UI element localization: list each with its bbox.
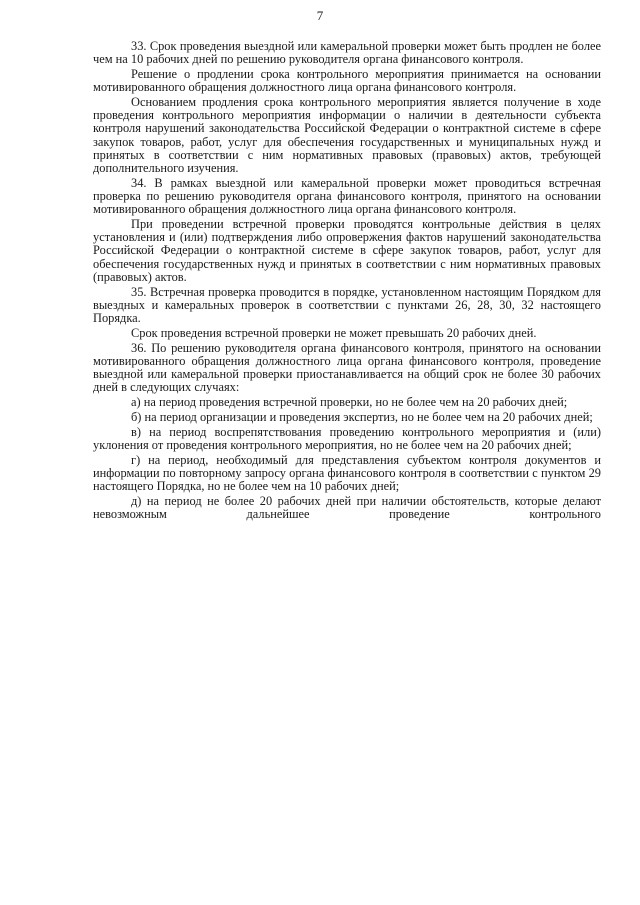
document-body — [93, 40, 601, 523]
list-item-g: г) на период, необходимый для представления субъектом контроля документов и информации по повторному запросу органа финансового контроля в соответствии с пунктом 29 настоящего Порядка, но не более чем на 10 рабочих дней; — [93, 452, 601, 494]
paragraph-36: 36. По решению руководителя органа финансового контроля, принятого на основании мотивированного обращения должностного лица органа финансового контроля, проведение выездной или камеральной проверки приостанавливается на общий срок не более 30 рабочих дней в следующих случаях: — [93, 340, 601, 395]
paragraph-35: 35. Встречная проверка проводится в порядке, установленном настоящим Порядком для выездных и камеральных проверок в соответствии с пунктами 26, 28, 30, 32 настоящего Порядка. — [93, 284, 601, 326]
paragraph-34: 34. В рамках выездной или камеральной проверки может проводиться встречная проверка по решению руководителя органа финансового контроля, принятого на основании мотивированного обращения должностного лица органа финансового контроля. — [93, 175, 601, 217]
paragraph-extension-decision: Решение о продлении срока контрольного мероприятия принимается на основании мотивированного обращения должностного лица органа финансового контроля. — [93, 67, 601, 95]
list-item-v: в) на период воспрепятствования проведению контрольного мероприятия и (или) уклонения от проведения контрольного мероприятия, но не более чем на 20 рабочих дней; — [93, 424, 601, 452]
paragraph-counter-check-actions: При проведении встречной проверки проводятся контрольные действия в целях установления и (или) подтверждения либо опровержения фактов нарушений законодательства Российской Федерации о контрактной системе в сфере закупок товаров, работ, услуг для обеспечения государственных нужд и принятых в соответствии с ним нормативных правовых (правовых) актов. — [93, 217, 601, 284]
paragraph-33: 33. Срок проведения выездной или камеральной проверки может быть продлен не более чем на 10 рабочих дней по решению руководителя органа финансового контроля. — [93, 39, 601, 67]
list-item-a: а) на период проведения встречной проверки, но не более чем на 20 рабочих дней; — [131, 395, 568, 410]
paragraph-extension-grounds: Основанием продления срока контрольного мероприятия является получение в ходе проведения контрольного мероприятия информации о наличии в деятельности субъекта контроля нарушений законодательства Российской Федерации о контрактной системе в сфере закупок товаров, работ, услуг для обеспечения государственных и муниципальных нужд и принятых в соответствии с ним нормативных правовых (правовых) актов, требующей дополнительного изучения. — [93, 95, 601, 176]
list-item-b: б) на период организации и проведения экспертиз, но не более чем на 20 рабочих дней; — [131, 409, 593, 424]
page-number: 7 — [316, 8, 324, 23]
paragraph-counter-check-term: Срок проведения встречной проверки не может превышать 20 рабочих дней. — [131, 325, 537, 340]
list-item-d: д) на период не более 20 рабочих дней при наличии обстоятельств, которые делают невозможным дальнейшее проведение контрольного — [93, 494, 601, 522]
